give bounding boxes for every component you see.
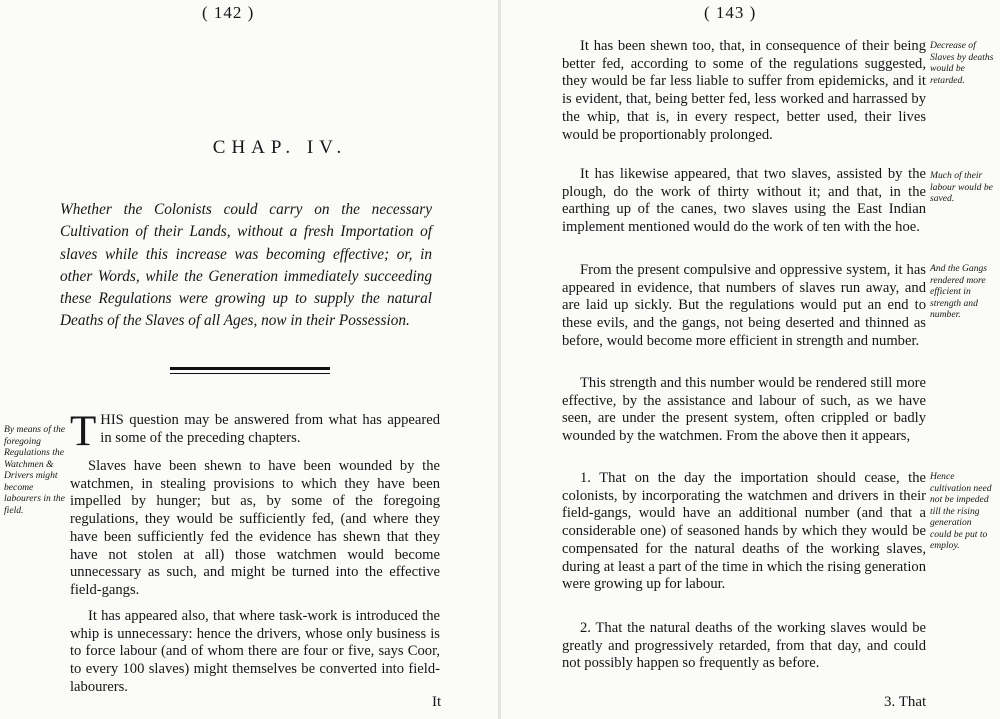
paragraph: It has been shewn too, that, in consequence of their being better fed, according to some of the regulations suggested, they would be far less liable to suffer from epidemicks, and it is evident, that, being better fed, less worked and harrassed by the whip, that is, in every respect, better used, their lives would be proportionably prolonged. <box>562 38 926 143</box>
paragraph: 2. That the natural deaths of the working slaves would be greatly and progressively retarded, from that day, and could not possibly happen so frequently as before. <box>562 620 926 672</box>
chapter-title: CHAP. IV. <box>212 137 348 158</box>
margin-note: And the Gangs rendered more efficient in strength and number. <box>930 263 988 320</box>
paragraph: Slaves have been shewn to have been wounded by the watchmen, in stealing provisions to which they have been impelled by hunger; but as, by some of the foregoing regulations, they would be sufficiently fed, (and where they have been sufficiently fed the evidence has shewn that they have not stolen at all) those watchmen would become unnecessary as such, and might be turned into the effective field-gangs. <box>70 458 440 598</box>
paragraph: From the present compulsive and oppressive system, it has appeared in evidence, that numbers of slaves run away, and are laid up sickly. But the regulations would put an end to these evils, and the gangs, not being deserted and thinned as before, would become more efficient in strength and number. <box>562 262 926 349</box>
margin-note: Decrease of Slaves by deaths would be retarded. <box>930 40 994 86</box>
catchword: 3. That <box>884 694 927 710</box>
margin-note: Hence cultivation need not be impeded till the rising generation could be put to employ. <box>930 471 992 551</box>
margin-note: By means of the foregoing Regulations the Watchmen & Drivers might become labourers in the field. <box>4 424 66 516</box>
page-number: ( 143 ) <box>704 3 757 22</box>
paragraph <box>70 408 440 455</box>
ornamental-rule <box>170 367 330 370</box>
chapter-subtitle: Whether the Colonists could carry on the necessary Cultivation of their Lands, without a fresh Importation of slaves while this increase was becoming effective; or, in other Words, while the Generation immediately succeeding these Regulations were growing up to supply the natural Deaths of the Slaves of all Ages, now in their Possession. <box>60 201 432 330</box>
margin-note: Much of their labour would be saved. <box>930 170 993 204</box>
drop-cap: T <box>70 408 97 455</box>
ornamental-rule-thin <box>170 373 330 374</box>
right-page <box>500 0 1000 719</box>
page-number: ( 142 ) <box>202 3 255 22</box>
paragraph: It has appeared also, that where task-work is introduced the whip is unnecessary: hence the drivers, whose only business is to force labour (and of whom there are four or five, says Coor, to every 100 slaves) might themselves be converted into field-labourers. <box>70 608 440 695</box>
paragraph: 1. That on the day the importation should cease, the colonists, by incorporating the watchmen and drivers in their field-gangs, would have an additional number (and that a considerable one) of seasoned hands by which they would be compensated for the natural deaths of the working slaves, during at least a part of the time in which the rising generation were growing up for labour. <box>562 470 926 593</box>
paragraph-text: HIS question may be answered from what has appeared in some of the preceding chapters. <box>100 412 440 446</box>
paragraph: It has likewise appeared, that two slaves, assisted by the plough, do the work of thirty without it; and that, in the earthing up of the canes, two slaves using the East Indian implement mentioned would do the work of ten with the hoe. <box>562 166 926 236</box>
paragraph: This strength and this number would be rendered still more effective, by the assistance and labour of such, as we have seen, are under the present system, often crippled or badly wounded by the watchmen. From the above then it appears, <box>562 375 926 445</box>
catchword: It <box>432 694 442 710</box>
